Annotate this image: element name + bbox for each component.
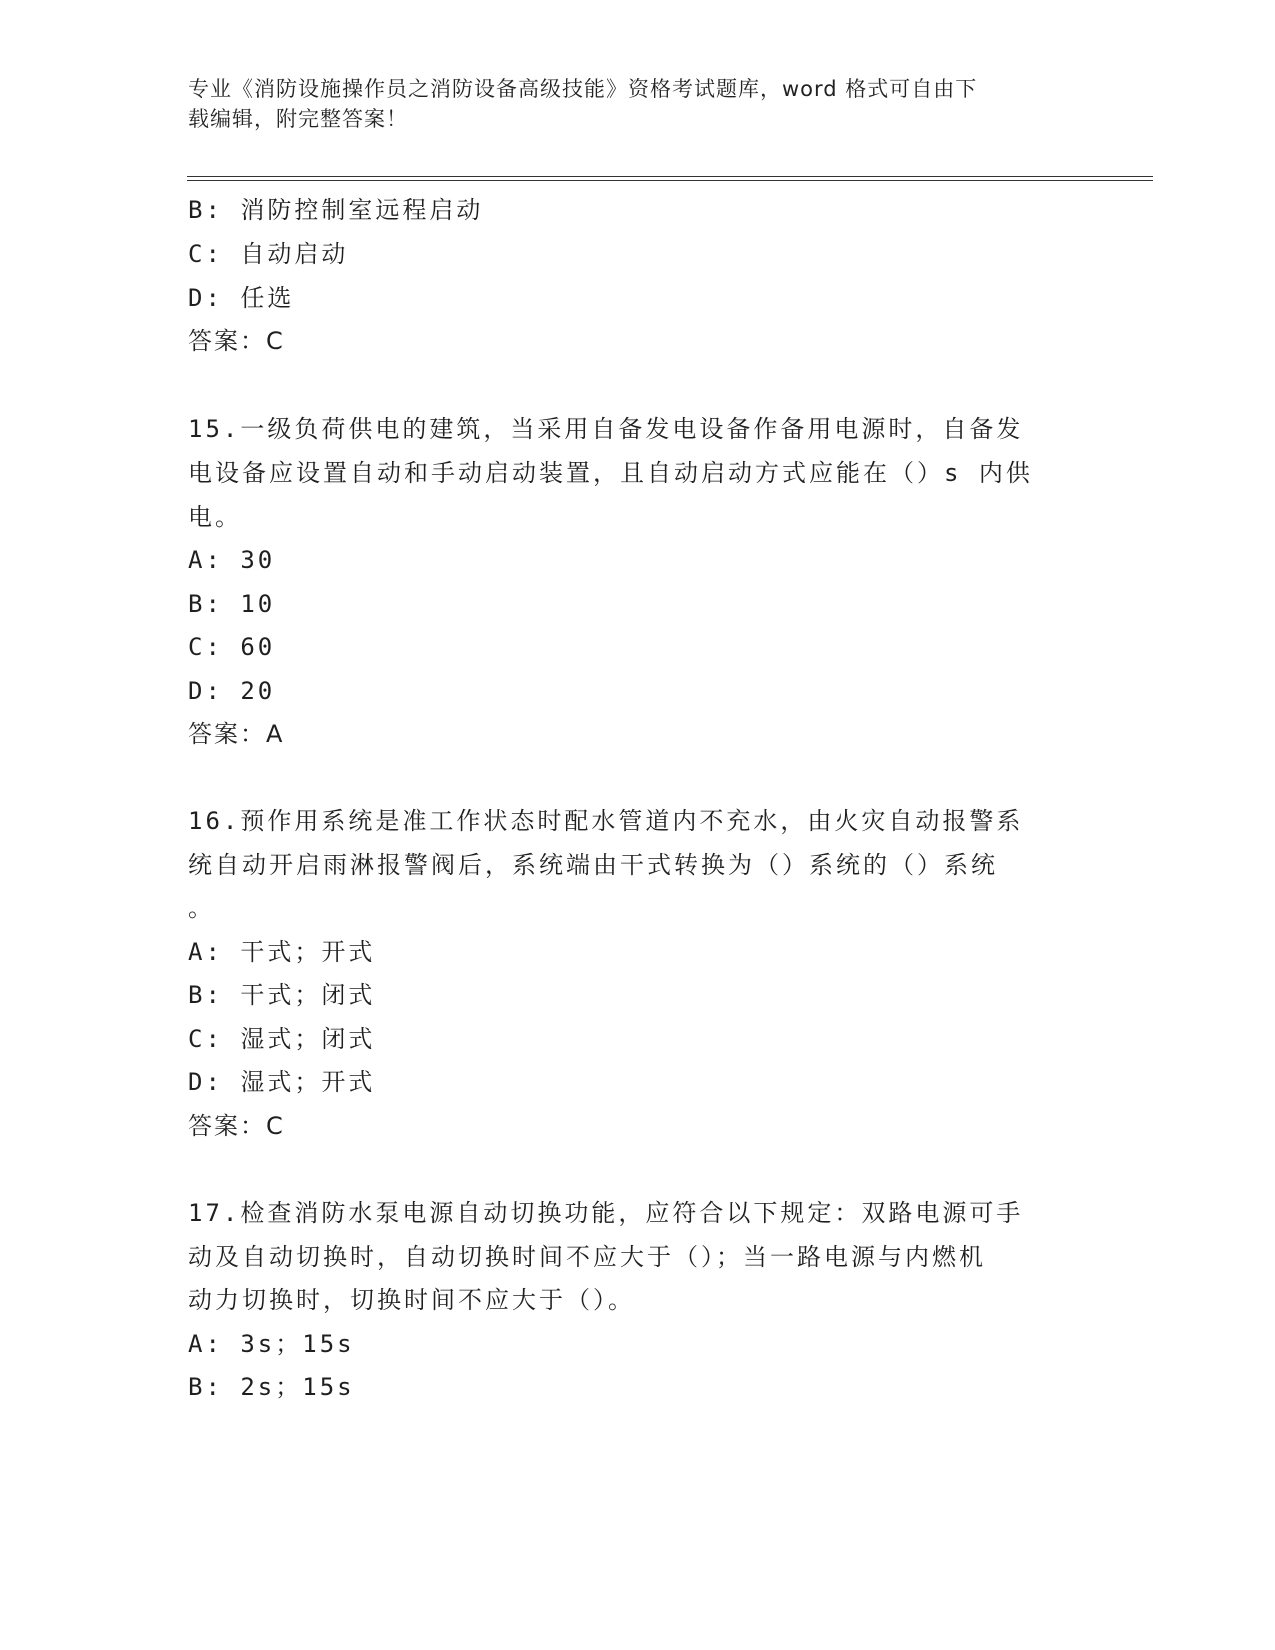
header-line-2: 载编辑，附完整答案！ — [188, 107, 408, 131]
question-stem-line-3: 动力切换时，切换时间不应大于（）。 — [188, 1286, 635, 1314]
option-c: C: 60 — [188, 633, 276, 661]
question-stem-line-1: 17.检查消防水泵电源自动切换功能，应符合以下规定：双路电源可手 — [188, 1199, 1024, 1227]
option-a: A: 30 — [188, 546, 276, 574]
answer: 答案：C — [188, 1112, 285, 1140]
option-b: B: 消防控制室远程启动 — [188, 196, 484, 224]
option-d: D: 任选 — [188, 284, 295, 312]
option-a: A: 3s；15s — [188, 1330, 355, 1358]
question-stem-line-3: 电。 — [188, 503, 242, 531]
option-b: B: 10 — [188, 590, 276, 618]
option-b: B: 干式；闭式 — [188, 981, 376, 1009]
question-stem-line-1: 16.预作用系统是准工作状态时配水管道内不充水，由火灾自动报警系 — [188, 807, 1024, 835]
option-c: C: 湿式；闭式 — [188, 1025, 376, 1053]
header-rule-bottom — [187, 180, 1153, 181]
question-stem-line-2: 动及自动切换时，自动切换时间不应大于（）；当一路电源与内燃机 — [188, 1243, 986, 1271]
question-stem-line-2: 电设备应设置自动和手动启动装置，且自动启动方式应能在（）s 内供 — [188, 459, 1033, 487]
answer: 答案：C — [188, 327, 285, 355]
option-d: D: 湿式；开式 — [188, 1068, 376, 1096]
question-stem-line-3: 。 — [188, 894, 215, 922]
header-line-1: 专业《消防设施操作员之消防设备高级技能》资格考试题库，word 格式可自由下 — [188, 77, 978, 101]
option-a: A: 干式；开式 — [188, 938, 376, 966]
answer: 答案：A — [188, 720, 285, 748]
question-stem-line-1: 15.一级负荷供电的建筑，当采用自备发电设备作备用电源时，自备发 — [188, 415, 1024, 443]
option-c: C: 自动启动 — [188, 240, 349, 268]
option-d: D: 20 — [188, 677, 276, 705]
question-stem-line-2: 统自动开启雨淋报警阀后，系统端由干式转换为（）系统的（）系统 — [188, 851, 998, 879]
header-rule-top — [187, 176, 1153, 177]
option-b: B: 2s；15s — [188, 1373, 355, 1401]
